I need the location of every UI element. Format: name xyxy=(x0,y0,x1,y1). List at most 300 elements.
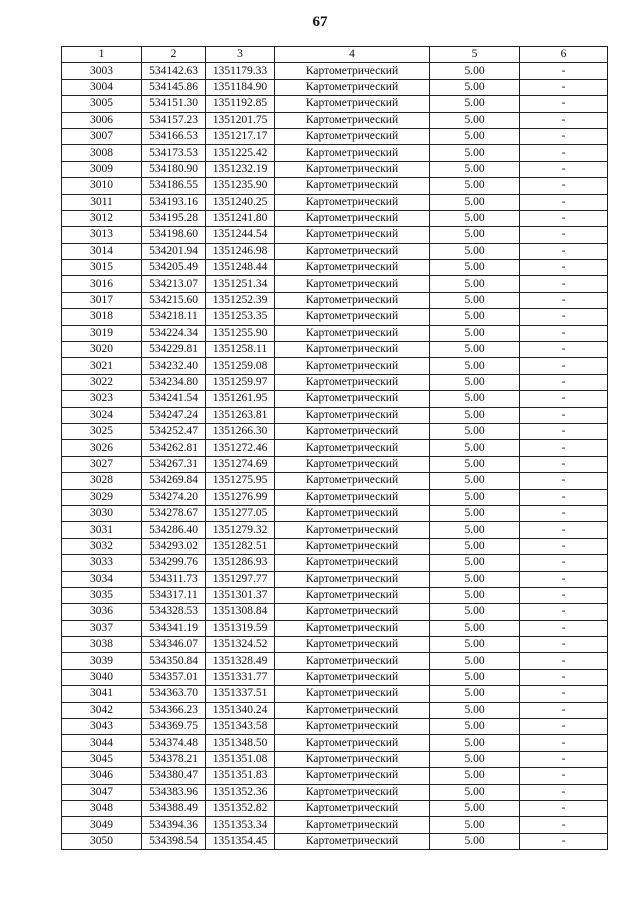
description-cell: - xyxy=(520,571,608,587)
description-cell: - xyxy=(520,407,608,423)
x-coordinate-cell: 534252.47 xyxy=(142,423,206,439)
accuracy-cell: 5.00 xyxy=(430,210,520,226)
y-coordinate-cell: 1351232.19 xyxy=(206,161,275,177)
accuracy-cell: 5.00 xyxy=(430,276,520,292)
accuracy-cell: 5.00 xyxy=(430,407,520,423)
point-number-cell: 3032 xyxy=(62,538,142,554)
point-number-cell: 3014 xyxy=(62,243,142,259)
column-header-5: 5 xyxy=(430,47,520,63)
method-cell: Картометрический xyxy=(275,276,430,292)
method-cell: Картометрический xyxy=(275,79,430,95)
description-cell: - xyxy=(520,292,608,308)
x-coordinate-cell: 534232.40 xyxy=(142,358,206,374)
y-coordinate-cell: 1351275.95 xyxy=(206,473,275,489)
description-cell: - xyxy=(520,112,608,128)
point-number-cell: 3015 xyxy=(62,260,142,276)
accuracy-cell: 5.00 xyxy=(430,325,520,341)
x-coordinate-cell: 534278.67 xyxy=(142,505,206,521)
point-number-cell: 3016 xyxy=(62,276,142,292)
accuracy-cell: 5.00 xyxy=(430,374,520,390)
description-cell: - xyxy=(520,768,608,784)
method-cell: Картометрический xyxy=(275,96,430,112)
point-number-cell: 3013 xyxy=(62,227,142,243)
description-cell: - xyxy=(520,325,608,341)
description-cell: - xyxy=(520,260,608,276)
description-cell: - xyxy=(520,489,608,505)
method-cell: Картометрический xyxy=(275,145,430,161)
accuracy-cell: 5.00 xyxy=(430,620,520,636)
point-number-cell: 3020 xyxy=(62,342,142,358)
x-coordinate-cell: 534198.60 xyxy=(142,227,206,243)
description-cell: - xyxy=(520,800,608,816)
accuracy-cell: 5.00 xyxy=(430,735,520,751)
method-cell: Картометрический xyxy=(275,391,430,407)
point-number-cell: 3019 xyxy=(62,325,142,341)
x-coordinate-cell: 534224.34 xyxy=(142,325,206,341)
y-coordinate-cell: 1351251.34 xyxy=(206,276,275,292)
x-coordinate-cell: 534274.20 xyxy=(142,489,206,505)
method-cell: Картометрический xyxy=(275,735,430,751)
description-cell: - xyxy=(520,243,608,259)
x-coordinate-cell: 534394.36 xyxy=(142,817,206,833)
accuracy-cell: 5.00 xyxy=(430,587,520,603)
x-coordinate-cell: 534374.48 xyxy=(142,735,206,751)
description-cell: - xyxy=(520,391,608,407)
coordinates-table xyxy=(61,46,608,850)
description-cell: - xyxy=(520,63,608,79)
point-number-cell: 3033 xyxy=(62,555,142,571)
y-coordinate-cell: 1351352.82 xyxy=(206,800,275,816)
table-row xyxy=(62,128,608,144)
point-number-cell: 3018 xyxy=(62,309,142,325)
table-header xyxy=(62,47,608,63)
x-coordinate-cell: 534142.63 xyxy=(142,63,206,79)
x-coordinate-cell: 534218.11 xyxy=(142,309,206,325)
point-number-cell: 3025 xyxy=(62,423,142,439)
point-number-cell: 3006 xyxy=(62,112,142,128)
point-number-cell: 3049 xyxy=(62,817,142,833)
description-cell: - xyxy=(520,161,608,177)
table-row xyxy=(62,505,608,521)
x-coordinate-cell: 534378.21 xyxy=(142,751,206,767)
x-coordinate-cell: 534357.01 xyxy=(142,669,206,685)
method-cell: Картометрический xyxy=(275,620,430,636)
point-number-cell: 3031 xyxy=(62,522,142,538)
description-cell: - xyxy=(520,342,608,358)
x-coordinate-cell: 534380.47 xyxy=(142,768,206,784)
description-cell: - xyxy=(520,309,608,325)
method-cell: Картометрический xyxy=(275,833,430,849)
method-cell: Картометрический xyxy=(275,489,430,505)
method-cell: Картометрический xyxy=(275,784,430,800)
accuracy-cell: 5.00 xyxy=(430,768,520,784)
y-coordinate-cell: 1351354.45 xyxy=(206,833,275,849)
point-number-cell: 3021 xyxy=(62,358,142,374)
table-row xyxy=(62,260,608,276)
y-coordinate-cell: 1351263.81 xyxy=(206,407,275,423)
description-cell: - xyxy=(520,620,608,636)
table-row xyxy=(62,604,608,620)
description-cell: - xyxy=(520,145,608,161)
method-cell: Картометрический xyxy=(275,653,430,669)
x-coordinate-cell: 534366.23 xyxy=(142,702,206,718)
y-coordinate-cell: 1351282.51 xyxy=(206,538,275,554)
description-cell: - xyxy=(520,587,608,603)
method-cell: Картометрический xyxy=(275,292,430,308)
table-row xyxy=(62,637,608,653)
table-row xyxy=(62,391,608,407)
description-cell: - xyxy=(520,128,608,144)
accuracy-cell: 5.00 xyxy=(430,833,520,849)
accuracy-cell: 5.00 xyxy=(430,145,520,161)
x-coordinate-cell: 534293.02 xyxy=(142,538,206,554)
point-number-cell: 3046 xyxy=(62,768,142,784)
accuracy-cell: 5.00 xyxy=(430,358,520,374)
method-cell: Картометрический xyxy=(275,227,430,243)
accuracy-cell: 5.00 xyxy=(430,309,520,325)
x-coordinate-cell: 534350.84 xyxy=(142,653,206,669)
point-number-cell: 3023 xyxy=(62,391,142,407)
accuracy-cell: 5.00 xyxy=(430,63,520,79)
description-cell: - xyxy=(520,178,608,194)
table-row xyxy=(62,178,608,194)
point-number-cell: 3026 xyxy=(62,440,142,456)
method-cell: Картометрический xyxy=(275,473,430,489)
method-cell: Картометрический xyxy=(275,555,430,571)
y-coordinate-cell: 1351246.98 xyxy=(206,243,275,259)
y-coordinate-cell: 1351259.08 xyxy=(206,358,275,374)
point-number-cell: 3047 xyxy=(62,784,142,800)
method-cell: Картометрический xyxy=(275,538,430,554)
method-cell: Картометрический xyxy=(275,178,430,194)
table-row xyxy=(62,243,608,259)
x-coordinate-cell: 534286.40 xyxy=(142,522,206,538)
method-cell: Картометрический xyxy=(275,604,430,620)
method-cell: Картометрический xyxy=(275,800,430,816)
x-coordinate-cell: 534215.60 xyxy=(142,292,206,308)
table-row xyxy=(62,96,608,112)
method-cell: Картометрический xyxy=(275,325,430,341)
table-row xyxy=(62,194,608,210)
method-cell: Картометрический xyxy=(275,128,430,144)
method-cell: Картометрический xyxy=(275,407,430,423)
accuracy-cell: 5.00 xyxy=(430,800,520,816)
description-cell: - xyxy=(520,784,608,800)
x-coordinate-cell: 534186.55 xyxy=(142,178,206,194)
x-coordinate-cell: 534213.07 xyxy=(142,276,206,292)
point-number-cell: 3011 xyxy=(62,194,142,210)
x-coordinate-cell: 534267.31 xyxy=(142,456,206,472)
table-row xyxy=(62,538,608,554)
table-body xyxy=(62,63,608,850)
x-coordinate-cell: 534247.24 xyxy=(142,407,206,423)
method-cell: Картометрический xyxy=(275,571,430,587)
point-number-cell: 3024 xyxy=(62,407,142,423)
column-header-6: 6 xyxy=(520,47,608,63)
x-coordinate-cell: 534180.90 xyxy=(142,161,206,177)
y-coordinate-cell: 1351258.11 xyxy=(206,342,275,358)
x-coordinate-cell: 534346.07 xyxy=(142,637,206,653)
table-row xyxy=(62,227,608,243)
method-cell: Картометрический xyxy=(275,440,430,456)
accuracy-cell: 5.00 xyxy=(430,522,520,538)
x-coordinate-cell: 534317.11 xyxy=(142,587,206,603)
accuracy-cell: 5.00 xyxy=(430,194,520,210)
accuracy-cell: 5.00 xyxy=(430,440,520,456)
accuracy-cell: 5.00 xyxy=(430,604,520,620)
y-coordinate-cell: 1351324.52 xyxy=(206,637,275,653)
x-coordinate-cell: 534205.49 xyxy=(142,260,206,276)
y-coordinate-cell: 1351184.90 xyxy=(206,79,275,95)
method-cell: Картометрический xyxy=(275,374,430,390)
method-cell: Картометрический xyxy=(275,260,430,276)
description-cell: - xyxy=(520,423,608,439)
y-coordinate-cell: 1351253.35 xyxy=(206,309,275,325)
y-coordinate-cell: 1351259.97 xyxy=(206,374,275,390)
table-row xyxy=(62,112,608,128)
y-coordinate-cell: 1351274.69 xyxy=(206,456,275,472)
x-coordinate-cell: 534201.94 xyxy=(142,243,206,259)
table-row xyxy=(62,423,608,439)
y-coordinate-cell: 1351301.37 xyxy=(206,587,275,603)
description-cell: - xyxy=(520,719,608,735)
point-number-cell: 3038 xyxy=(62,637,142,653)
x-coordinate-cell: 534383.96 xyxy=(142,784,206,800)
x-coordinate-cell: 534398.54 xyxy=(142,833,206,849)
x-coordinate-cell: 534145.86 xyxy=(142,79,206,95)
description-cell: - xyxy=(520,194,608,210)
method-cell: Картометрический xyxy=(275,342,430,358)
table-row xyxy=(62,440,608,456)
table-row xyxy=(62,653,608,669)
method-cell: Картометрический xyxy=(275,63,430,79)
x-coordinate-cell: 534341.19 xyxy=(142,620,206,636)
y-coordinate-cell: 1351266.30 xyxy=(206,423,275,439)
method-cell: Картометрический xyxy=(275,686,430,702)
method-cell: Картометрический xyxy=(275,423,430,439)
table-row xyxy=(62,784,608,800)
table-row xyxy=(62,325,608,341)
point-number-cell: 3004 xyxy=(62,79,142,95)
method-cell: Картометрический xyxy=(275,637,430,653)
table-row xyxy=(62,587,608,603)
point-number-cell: 3036 xyxy=(62,604,142,620)
method-cell: Картометрический xyxy=(275,505,430,521)
x-coordinate-cell: 534193.16 xyxy=(142,194,206,210)
method-cell: Картометрический xyxy=(275,669,430,685)
y-coordinate-cell: 1351225.42 xyxy=(206,145,275,161)
table-row xyxy=(62,161,608,177)
description-cell: - xyxy=(520,637,608,653)
table-header-row xyxy=(62,47,608,63)
table-row xyxy=(62,817,608,833)
point-number-cell: 3037 xyxy=(62,620,142,636)
x-coordinate-cell: 534173.53 xyxy=(142,145,206,161)
table-row xyxy=(62,669,608,685)
y-coordinate-cell: 1351331.77 xyxy=(206,669,275,685)
y-coordinate-cell: 1351308.84 xyxy=(206,604,275,620)
accuracy-cell: 5.00 xyxy=(430,489,520,505)
point-number-cell: 3017 xyxy=(62,292,142,308)
column-header-1: 1 xyxy=(62,47,142,63)
y-coordinate-cell: 1351353.34 xyxy=(206,817,275,833)
point-number-cell: 3035 xyxy=(62,587,142,603)
method-cell: Картометрический xyxy=(275,112,430,128)
table-row xyxy=(62,145,608,161)
point-number-cell: 3007 xyxy=(62,128,142,144)
accuracy-cell: 5.00 xyxy=(430,751,520,767)
method-cell: Картометрический xyxy=(275,522,430,538)
x-coordinate-cell: 534269.84 xyxy=(142,473,206,489)
point-number-cell: 3003 xyxy=(62,63,142,79)
point-number-cell: 3008 xyxy=(62,145,142,161)
accuracy-cell: 5.00 xyxy=(430,227,520,243)
method-cell: Картометрический xyxy=(275,768,430,784)
method-cell: Картометрический xyxy=(275,702,430,718)
table-row xyxy=(62,833,608,849)
x-coordinate-cell: 534262.81 xyxy=(142,440,206,456)
x-coordinate-cell: 534151.30 xyxy=(142,96,206,112)
point-number-cell: 3048 xyxy=(62,800,142,816)
description-cell: - xyxy=(520,227,608,243)
method-cell: Картометрический xyxy=(275,751,430,767)
y-coordinate-cell: 1351241.80 xyxy=(206,210,275,226)
y-coordinate-cell: 1351351.83 xyxy=(206,768,275,784)
point-number-cell: 3028 xyxy=(62,473,142,489)
accuracy-cell: 5.00 xyxy=(430,505,520,521)
point-number-cell: 3043 xyxy=(62,719,142,735)
y-coordinate-cell: 1351248.44 xyxy=(206,260,275,276)
description-cell: - xyxy=(520,96,608,112)
table-row xyxy=(62,571,608,587)
method-cell: Картометрический xyxy=(275,161,430,177)
accuracy-cell: 5.00 xyxy=(430,342,520,358)
y-coordinate-cell: 1351286.93 xyxy=(206,555,275,571)
table-row xyxy=(62,800,608,816)
x-coordinate-cell: 534229.81 xyxy=(142,342,206,358)
y-coordinate-cell: 1351244.54 xyxy=(206,227,275,243)
point-number-cell: 3039 xyxy=(62,653,142,669)
description-cell: - xyxy=(520,751,608,767)
page-number: 67 xyxy=(312,14,328,30)
method-cell: Картометрический xyxy=(275,243,430,259)
x-coordinate-cell: 534369.75 xyxy=(142,719,206,735)
table-row xyxy=(62,63,608,79)
accuracy-cell: 5.00 xyxy=(430,292,520,308)
point-number-cell: 3045 xyxy=(62,751,142,767)
description-cell: - xyxy=(520,79,608,95)
description-cell: - xyxy=(520,653,608,669)
accuracy-cell: 5.00 xyxy=(430,571,520,587)
description-cell: - xyxy=(520,522,608,538)
description-cell: - xyxy=(520,276,608,292)
y-coordinate-cell: 1351276.99 xyxy=(206,489,275,505)
column-header-2: 2 xyxy=(142,47,206,63)
y-coordinate-cell: 1351179.33 xyxy=(206,63,275,79)
table-row xyxy=(62,210,608,226)
accuracy-cell: 5.00 xyxy=(430,702,520,718)
x-coordinate-cell: 534157.23 xyxy=(142,112,206,128)
y-coordinate-cell: 1351351.08 xyxy=(206,751,275,767)
table-row xyxy=(62,407,608,423)
method-cell: Картометрический xyxy=(275,587,430,603)
y-coordinate-cell: 1351319.59 xyxy=(206,620,275,636)
description-cell: - xyxy=(520,702,608,718)
accuracy-cell: 5.00 xyxy=(430,243,520,259)
table-row xyxy=(62,768,608,784)
method-cell: Картометрический xyxy=(275,210,430,226)
table-row xyxy=(62,342,608,358)
point-number-cell: 3010 xyxy=(62,178,142,194)
y-coordinate-cell: 1351240.25 xyxy=(206,194,275,210)
table-row xyxy=(62,79,608,95)
point-number-cell: 3041 xyxy=(62,686,142,702)
description-cell: - xyxy=(520,473,608,489)
accuracy-cell: 5.00 xyxy=(430,423,520,439)
accuracy-cell: 5.00 xyxy=(430,178,520,194)
accuracy-cell: 5.00 xyxy=(430,637,520,653)
x-coordinate-cell: 534195.28 xyxy=(142,210,206,226)
method-cell: Картометрический xyxy=(275,456,430,472)
point-number-cell: 3042 xyxy=(62,702,142,718)
accuracy-cell: 5.00 xyxy=(430,555,520,571)
description-cell: - xyxy=(520,210,608,226)
method-cell: Картометрический xyxy=(275,309,430,325)
description-cell: - xyxy=(520,374,608,390)
y-coordinate-cell: 1351328.49 xyxy=(206,653,275,669)
table-row xyxy=(62,309,608,325)
table-row xyxy=(62,374,608,390)
accuracy-cell: 5.00 xyxy=(430,161,520,177)
table-row xyxy=(62,555,608,571)
table-row xyxy=(62,719,608,735)
y-coordinate-cell: 1351343.58 xyxy=(206,719,275,735)
point-number-cell: 3044 xyxy=(62,735,142,751)
y-coordinate-cell: 1351252.39 xyxy=(206,292,275,308)
table-row xyxy=(62,358,608,374)
description-cell: - xyxy=(520,440,608,456)
y-coordinate-cell: 1351235.90 xyxy=(206,178,275,194)
accuracy-cell: 5.00 xyxy=(430,456,520,472)
y-coordinate-cell: 1351340.24 xyxy=(206,702,275,718)
x-coordinate-cell: 534234.80 xyxy=(142,374,206,390)
y-coordinate-cell: 1351279.32 xyxy=(206,522,275,538)
x-coordinate-cell: 534363.70 xyxy=(142,686,206,702)
method-cell: Картометрический xyxy=(275,358,430,374)
table-row xyxy=(62,292,608,308)
description-cell: - xyxy=(520,538,608,554)
point-number-cell: 3009 xyxy=(62,161,142,177)
table-row xyxy=(62,456,608,472)
description-cell: - xyxy=(520,505,608,521)
y-coordinate-cell: 1351272.46 xyxy=(206,440,275,456)
table-row xyxy=(62,686,608,702)
method-cell: Картометрический xyxy=(275,194,430,210)
y-coordinate-cell: 1351337.51 xyxy=(206,686,275,702)
accuracy-cell: 5.00 xyxy=(430,538,520,554)
description-cell: - xyxy=(520,735,608,751)
column-header-3: 3 xyxy=(206,47,275,63)
accuracy-cell: 5.00 xyxy=(430,686,520,702)
description-cell: - xyxy=(520,456,608,472)
accuracy-cell: 5.00 xyxy=(430,112,520,128)
description-cell: - xyxy=(520,833,608,849)
accuracy-cell: 5.00 xyxy=(430,391,520,407)
table-row xyxy=(62,702,608,718)
accuracy-cell: 5.00 xyxy=(430,128,520,144)
point-number-cell: 3005 xyxy=(62,96,142,112)
table-row xyxy=(62,489,608,505)
